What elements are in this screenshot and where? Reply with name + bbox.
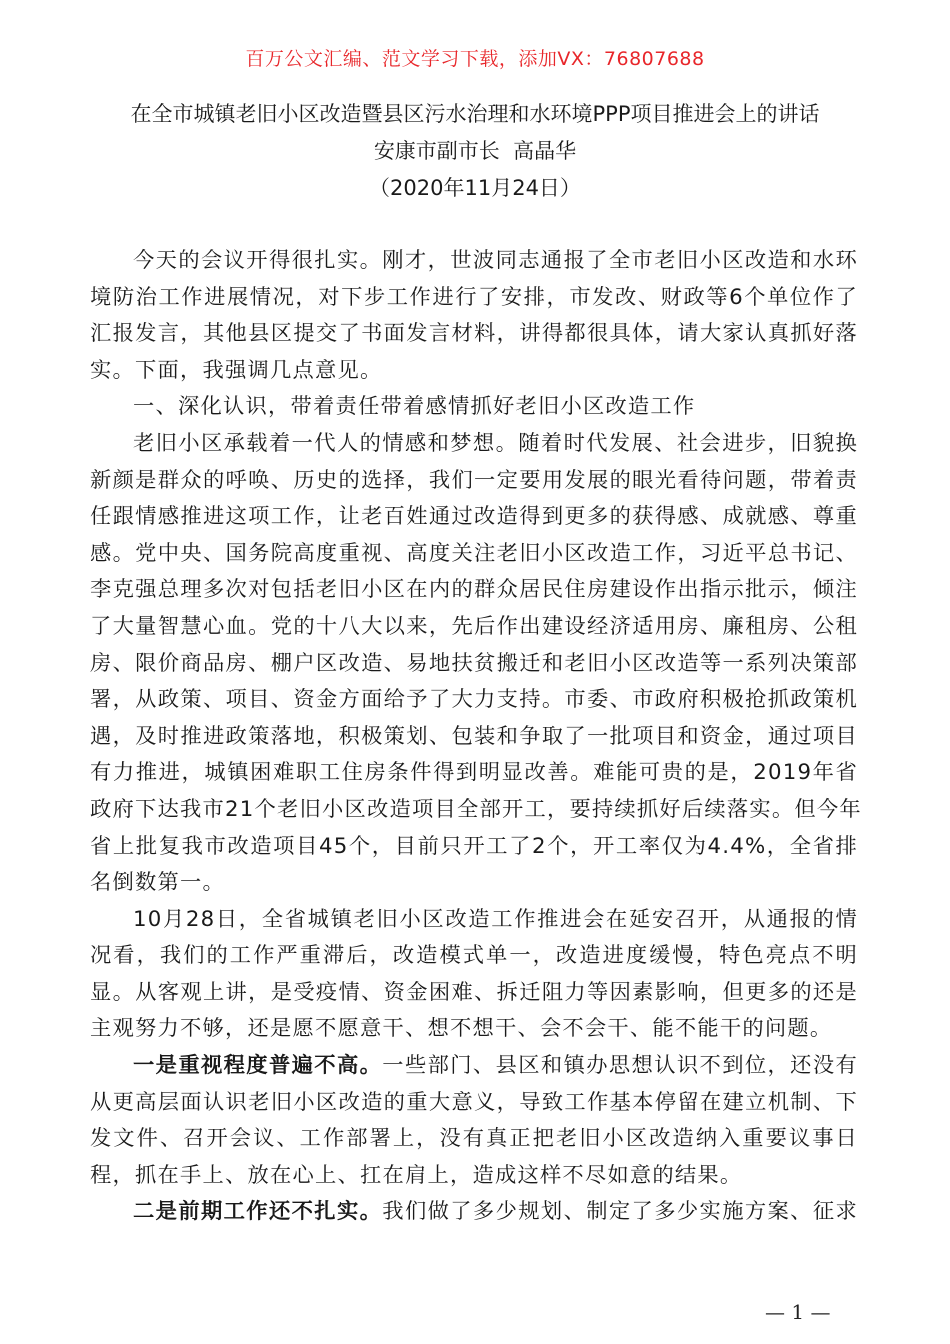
- text-line: 遇，及时推进政策落地，积极策划、包装和争取了一批项目和资金，通过项目: [90, 723, 858, 749]
- text-fragment: 我们做了多少规划、制定了多少实施方案、征求: [382, 1199, 859, 1225]
- text-line: 房、限价商品房、棚户区改造、易地扶贫搬迁和老旧小区改造等一系列决策部: [90, 650, 858, 676]
- bold-lead-text: 二是前期工作还不扎实。: [133, 1199, 383, 1225]
- text-line: 汇报发言，其他县区提交了书面发言材料，讲得都很具体，请大家认真抓好落: [90, 321, 858, 347]
- text-line: 从更高层面认识老旧小区改造的重大意义，导致工作基本停留在建立机制、下: [90, 1089, 858, 1115]
- paragraph: [90, 1048, 858, 1194]
- text-line: 名倒数第一。: [90, 870, 225, 896]
- text-line: 感。党中央、国务院高度重视、高度关注老旧小区改造工作，习近平总书记、: [90, 540, 858, 566]
- document-header: [0, 96, 950, 207]
- paragraph: [90, 243, 858, 389]
- text-line: 了大量智慧心血。党的十八大以来，先后作出建设经济适用房、廉租房、公租: [90, 613, 858, 639]
- paragraph: [90, 902, 858, 1048]
- text-line: 新颜是群众的呼唤、历史的选择，我们一定要用发展的眼光看待问题，带着责: [90, 467, 858, 493]
- watermark-banner: 百万公文汇编、范文学习下载，添加VX：76807688: [245, 48, 705, 70]
- section-heading-text: 一、深化认识，带着责任带着感情抓好老旧小区改造工作: [133, 394, 696, 420]
- paragraph: [90, 426, 862, 902]
- text-line: 有力推进，城镇困难职工住房条件得到明显改善。难能可贵的是，2019年省: [90, 760, 858, 786]
- text-line: 李克强总理多次对包括老旧小区在内的群众居民住房建设作出指示批示，倾注: [90, 577, 858, 603]
- text-line: 程，抓在手上、放在心上、扛在肩上，造成这样不尽如意的结果。: [90, 1162, 743, 1188]
- text-line: 10月28日，全省城镇老旧小区改造工作推进会在延安召开，从通报的情: [133, 906, 858, 932]
- text-line: 省上批复我市改造项目45个，目前只开工了2个，开工率仅为4.4%，全省排: [90, 833, 858, 859]
- text-line: 况看，我们的工作严重滞后，改造模式单一，改造进度缓慢，特色亮点不明: [90, 943, 858, 969]
- text-line: 署，从政策、项目、资金方面给予了大力支持。市委、市政府积极抢抓政策机: [90, 687, 858, 713]
- document-title: 在全市城镇老旧小区改造暨县区污水治理和水环境PPP项目推进会上的讲话: [130, 102, 820, 126]
- text-line: 主观努力不够，还是愿不愿意干、想不想干、会不会干、能不能干的问题。: [90, 1016, 833, 1042]
- speech-date: （2020年11月24日）: [369, 176, 581, 200]
- text-line: 政府下达我市21个老旧小区改造项目全部开工，要持续抓好后续落实。但今年: [90, 796, 862, 822]
- bold-lead-text: 一是重视程度普遍不高。: [133, 1053, 383, 1079]
- text-line: 显。从客观上讲，是受疫情、资金困难、拆迁阻力等因素影响，但更多的还是: [90, 979, 858, 1005]
- text-line: [90, 1194, 858, 1231]
- section-heading: [90, 389, 858, 426]
- document-body: [90, 243, 862, 1231]
- text-line: 老旧小区承载着一代人的情感和梦想。随着时代发展、社会进步，旧貌换: [133, 430, 858, 456]
- text-line: [90, 1048, 858, 1085]
- paragraph: [90, 1194, 858, 1231]
- page-number: — 1 —: [765, 1300, 831, 1324]
- text-line: 任跟情感推进这项工作，让老百姓通过改造得到更多的获得感、成就感、尊重: [90, 504, 858, 530]
- text-line: 发文件、召开会议、工作部署上，没有真正把老旧小区改造纳入重要议事日: [90, 1126, 858, 1152]
- text-line: 实。下面，我强调几点意见。: [90, 357, 383, 383]
- text-line: 今天的会议开得很扎实。刚才，世波同志通报了全市老旧小区改造和水环: [133, 248, 858, 273]
- text-fragment: 一些部门、县区和镇办思想认识不到位，还没有: [382, 1053, 859, 1079]
- speaker-line: 安康市副市长 高晶华: [373, 139, 577, 163]
- text-line: 境防治工作进展情况，对下步工作进行了安排，市发改、财政等6个单位作了: [90, 284, 858, 310]
